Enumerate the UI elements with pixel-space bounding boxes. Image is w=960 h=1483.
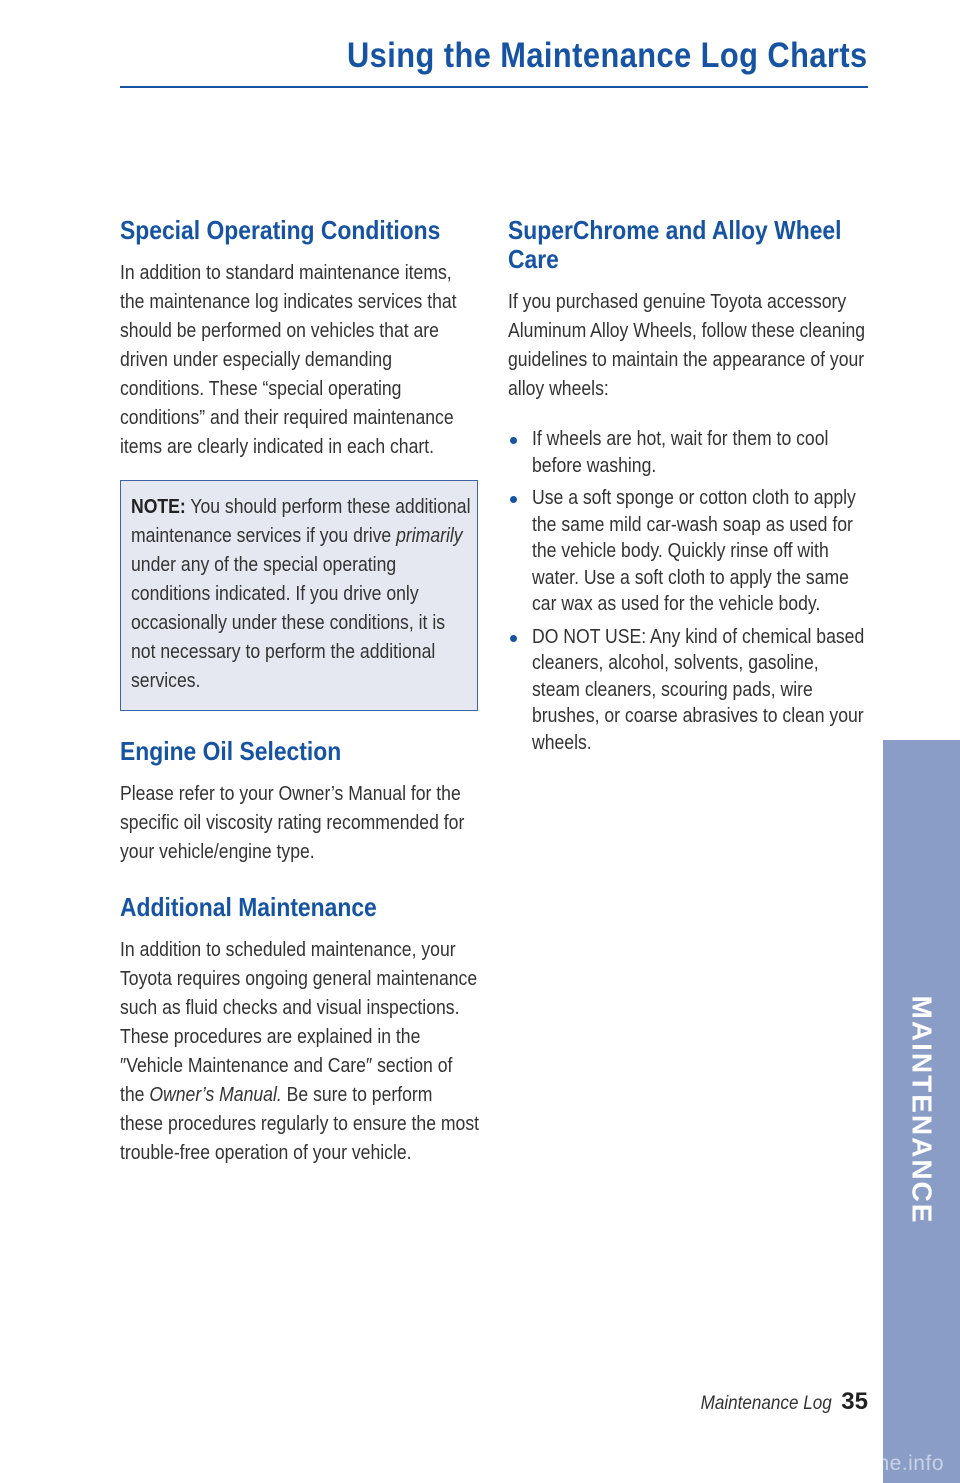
additional-maintenance-section — [120, 893, 480, 1168]
bullet-icon — [510, 496, 517, 503]
note-text — [131, 493, 471, 696]
wheel-care-list — [508, 426, 868, 756]
page-title: Using the Maintenance Log Charts — [347, 36, 868, 75]
note-emphasis: primarily — [396, 525, 463, 547]
additional-maintenance-text — [120, 936, 480, 1168]
special-conditions-text: In addition to standard maintenance items, the maintenance log indicates services that should be performed on vehicles that are driven under especially demanding conditions. These “special operating conditions” and their required maintenance items are clearly indicated in each chart. — [120, 262, 457, 458]
left-column — [120, 216, 480, 1168]
title-rule — [120, 86, 868, 88]
list-item: Use a soft sponge or cotton cloth to apply the same mild car-wash soap as used for the vehicle body. Quickly rinse off with water. Use a soft cloth to apply the same car wax as used for the vehicle body. — [508, 485, 868, 618]
right-column — [508, 216, 868, 762]
special-conditions-heading: Special Operating Conditions — [120, 215, 441, 245]
owners-manual-emphasis: Owner’s Manual. — [149, 1084, 282, 1106]
note-text-after: under any of the special operating conditions indicated. If you drive only occasionally under these conditions, it is not necessary to perform the additional services. — [131, 554, 446, 692]
additional-text-after: Be sure to perform these procedures regularly to ensure the most trouble-free operation of your vehicle. — [120, 1084, 480, 1164]
wheel-care-text: If you purchased genuine Toyota accessory Aluminum Alloy Wheels, follow these cleaning guidelines to maintain the appearance of your alloy wheels: — [508, 291, 866, 400]
special-conditions-section — [120, 216, 480, 462]
additional-text-before: In addition to scheduled maintenance, your Toyota requires ongoing general maintenance such as fluid checks and visual inspections. These procedures are explained in the ″Vehicle Maintenance and Care″ section of the — [120, 939, 478, 1106]
wheel-care-heading: SuperChrome and Alloy Wheel Care — [508, 215, 842, 274]
watermark-text: carmanualsonline.info — [729, 1452, 944, 1475]
engine-oil-text: Please refer to your Owner’s Manual for the specific oil viscosity rating recommended for your vehicle/engine type. — [120, 783, 465, 863]
engine-oil-heading: Engine Oil Selection — [120, 736, 342, 766]
bullet-icon — [510, 437, 517, 444]
additional-maintenance-heading: Additional Maintenance — [120, 892, 377, 922]
list-item: If wheels are hot, wait for them to cool before washing. — [508, 426, 868, 479]
list-item: DO NOT USE: Any kind of chemical based cleaners, alcohol, solvents, gasoline, steam cleaners, scouring pads, wire brushes, or coarse abrasives to clean your wheels. — [508, 624, 868, 757]
engine-oil-section — [120, 737, 480, 867]
page-footer — [686, 1388, 868, 1416]
wheel-care-section — [508, 216, 868, 756]
page-number: 35 — [841, 1388, 868, 1415]
note-label: NOTE: — [131, 496, 186, 518]
note-text-before: You should perform these additional maintenance services if you drive — [131, 496, 471, 547]
note-box — [120, 480, 478, 711]
side-tab-label: MAINTENANCE — [905, 995, 937, 1225]
bullet-icon — [510, 635, 517, 642]
footer-label: Maintenance Log — [700, 1393, 832, 1414]
